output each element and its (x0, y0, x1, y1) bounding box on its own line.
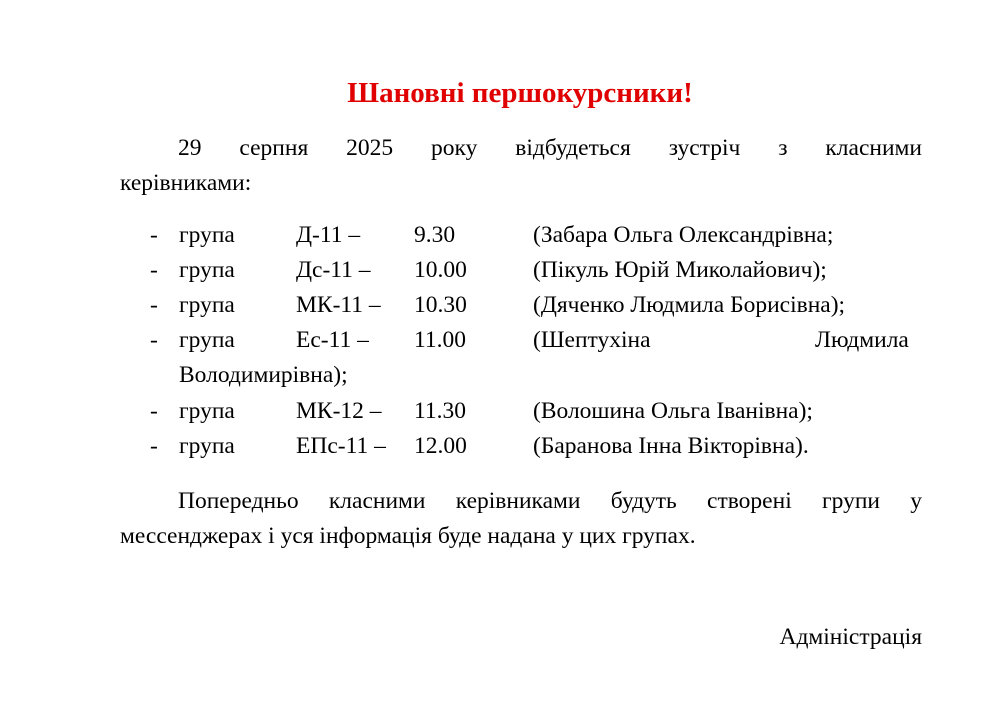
list-bullet: - (150, 292, 158, 318)
list-bullet: - (150, 327, 158, 353)
group-code: МК-11 – (296, 292, 381, 318)
group-code: Ес-11 – (296, 327, 369, 353)
meeting-time: 11.30 (414, 398, 467, 424)
teacher-name: (Волошина Ольга Іванівна); (533, 398, 813, 424)
group-word: група (179, 398, 235, 424)
note-line-1: Попередньо класними керівниками будуть створені групи у (178, 488, 922, 514)
note-line-2: мессенджерах і уся інформація буде надана у цих групах. (120, 523, 696, 549)
teacher-name-part-2: Людмила (815, 327, 909, 353)
teacher-name: (Забара Ольга Олександрівна; (533, 222, 834, 248)
list-bullet: - (150, 257, 158, 283)
meeting-time: 10.00 (414, 257, 467, 283)
teacher-name: (Пікуль Юрій Миколайович); (533, 257, 827, 283)
note-paragraph (120, 484, 922, 554)
group-code: ЕПс-11 – (296, 433, 386, 459)
meeting-time: 12.00 (414, 433, 467, 459)
meeting-time: 9.30 (414, 222, 456, 248)
group-word: група (179, 292, 235, 318)
teacher-name: (Баранова Інна Вікторівна). (533, 433, 809, 459)
group-word: група (179, 222, 235, 248)
group-code: Дс-11 – (296, 257, 371, 283)
document-title: Шановні першокурсники! (347, 77, 693, 109)
meeting-time: 10.30 (414, 292, 467, 318)
group-word: група (179, 257, 235, 283)
group-word: група (179, 327, 235, 353)
group-code: МК-12 – (296, 398, 382, 424)
group-code: Д-11 – (296, 222, 361, 248)
teacher-name-part-1: (Шептухіна (533, 327, 651, 353)
list-bullet: - (150, 222, 158, 248)
teacher-name: (Дяченко Людмила Борисівна); (533, 292, 846, 318)
list-bullet: - (150, 433, 158, 459)
intro-line-1: 29 серпня 2025 року відбудеться зустріч з класними (178, 135, 922, 161)
intro-line-2: керівниками: (120, 170, 252, 196)
intro-paragraph (120, 131, 922, 201)
meeting-time: 11.00 (414, 327, 467, 353)
list-bullet: - (150, 398, 158, 424)
teacher-name-continuation: Володимирівна); (179, 362, 348, 388)
signature: Адміністрація (779, 624, 922, 650)
group-word: група (179, 433, 235, 459)
